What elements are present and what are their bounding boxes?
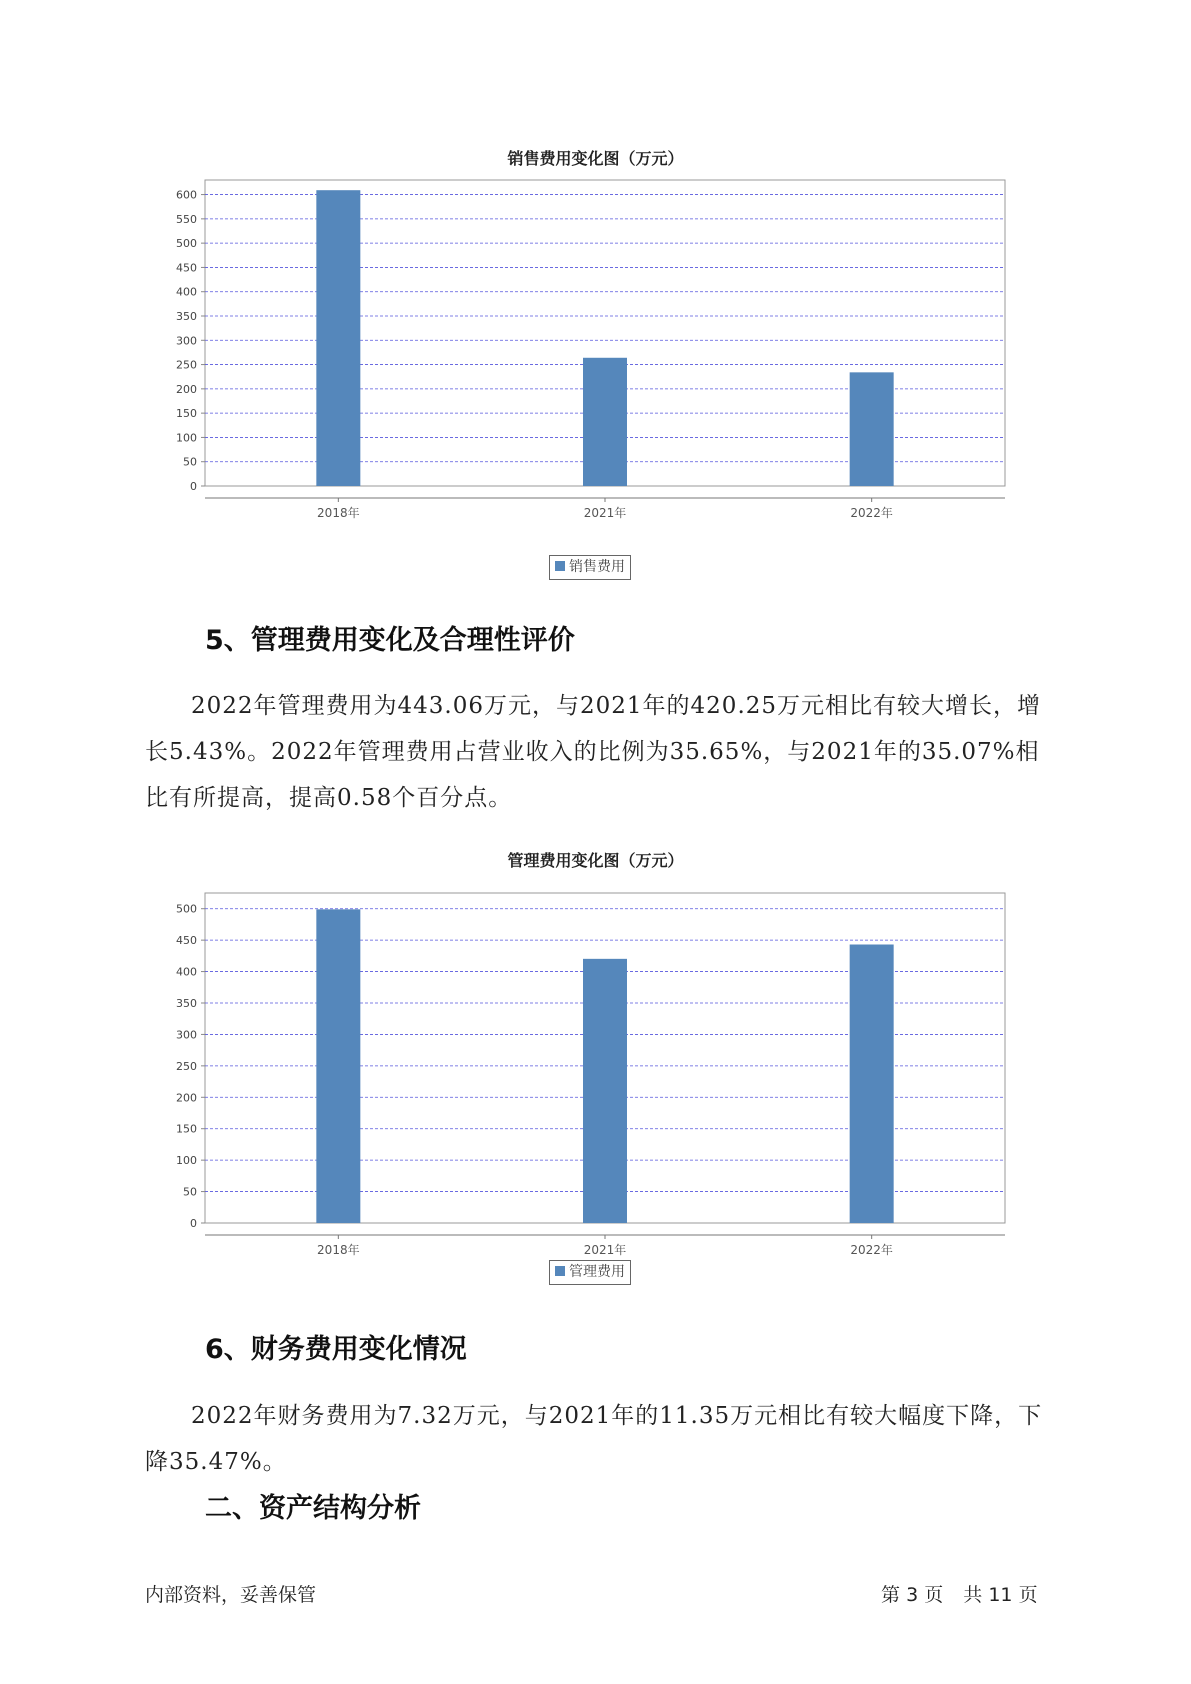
- admin-expense-chart: [150, 870, 1040, 1270]
- x-tick-label: 2018年: [317, 506, 360, 520]
- section-5-paragraph: [145, 683, 1050, 821]
- y-tick-label: 350: [176, 310, 197, 323]
- bar: [850, 372, 894, 486]
- admin-chart-title: 管理费用变化图（万元）: [507, 851, 684, 870]
- y-tick-label: 500: [176, 902, 197, 916]
- x-tick-label: 2021年: [583, 506, 627, 520]
- x-tick-label: 2018年: [317, 1243, 360, 1257]
- y-tick-label: 450: [176, 934, 197, 948]
- page-suffix: 页: [924, 1584, 944, 1606]
- bar: [316, 190, 360, 486]
- y-tick-label: 0: [190, 1217, 197, 1230]
- legend-swatch: [555, 561, 565, 571]
- y-tick-label: 600: [176, 188, 197, 202]
- y-tick-label: 400: [176, 965, 197, 979]
- sales-chart-title: 销售费用变化图（万元）: [507, 149, 684, 168]
- section-5-heading: 5、管理费用变化及合理性评价: [205, 625, 575, 656]
- x-tick-label: 2022年: [850, 506, 893, 520]
- sales-chart-legend: [549, 555, 631, 580]
- y-tick-label: 450: [176, 261, 197, 275]
- y-tick-label: 500: [176, 237, 197, 251]
- y-tick-label: 300: [176, 1028, 197, 1042]
- legend-label: 管理费用: [569, 1264, 625, 1280]
- section-6-paragraph: [145, 1393, 1050, 1485]
- section-6-text: 2022年财务费用为7.32万元，与2021年的11.35万元相比有较大幅度下降，下降35.47%。: [145, 1403, 1043, 1475]
- bar: [850, 945, 894, 1223]
- page-prefix: 第: [881, 1584, 901, 1606]
- page-total: 11: [988, 1584, 1013, 1606]
- section-ii-heading: 二、资产结构分析: [205, 1493, 421, 1524]
- legend-label: 销售费用: [569, 559, 625, 575]
- y-tick-label: 150: [176, 1122, 197, 1136]
- y-tick-label: 50: [183, 455, 197, 469]
- bar: [316, 909, 360, 1223]
- y-tick-label: 0: [190, 480, 197, 493]
- page-current: 3: [906, 1584, 919, 1606]
- sales-expense-chart: [150, 170, 1040, 570]
- y-tick-label: 300: [176, 334, 197, 348]
- total-suffix: 页: [1018, 1584, 1038, 1606]
- y-tick-label: 400: [176, 285, 197, 299]
- x-tick-label: 2022年: [850, 1243, 893, 1257]
- legend-swatch: [555, 1266, 565, 1276]
- y-tick-label: 150: [176, 407, 197, 421]
- total-prefix: 共: [963, 1584, 983, 1606]
- x-tick-label: 2021年: [583, 1243, 627, 1257]
- section-5-text: 2022年管理费用为443.06万元，与2021年的420.25万元相比有较大增长，增长5.43%。2022年管理费用占营业收入的比例为35.65%，与2021年的35.07%相比有所提高，提高0.58个百分点。: [145, 693, 1042, 811]
- y-tick-label: 100: [176, 431, 197, 445]
- y-tick-label: 100: [176, 1154, 197, 1168]
- y-tick-label: 350: [176, 997, 197, 1010]
- y-tick-label: 550: [176, 212, 197, 226]
- y-tick-label: 200: [176, 1091, 197, 1105]
- bar: [583, 959, 627, 1223]
- y-tick-label: 250: [176, 1059, 197, 1073]
- footer-page-number: [881, 1580, 1038, 1607]
- y-tick-label: 200: [176, 382, 197, 396]
- footer-confidential: 内部资料，妥善保管: [145, 1584, 317, 1606]
- bar: [583, 358, 627, 486]
- y-tick-label: 50: [183, 1185, 197, 1199]
- y-tick-label: 250: [176, 358, 197, 372]
- admin-chart-legend: [549, 1260, 631, 1285]
- section-6-heading: 6、财务费用变化情况: [205, 1334, 467, 1365]
